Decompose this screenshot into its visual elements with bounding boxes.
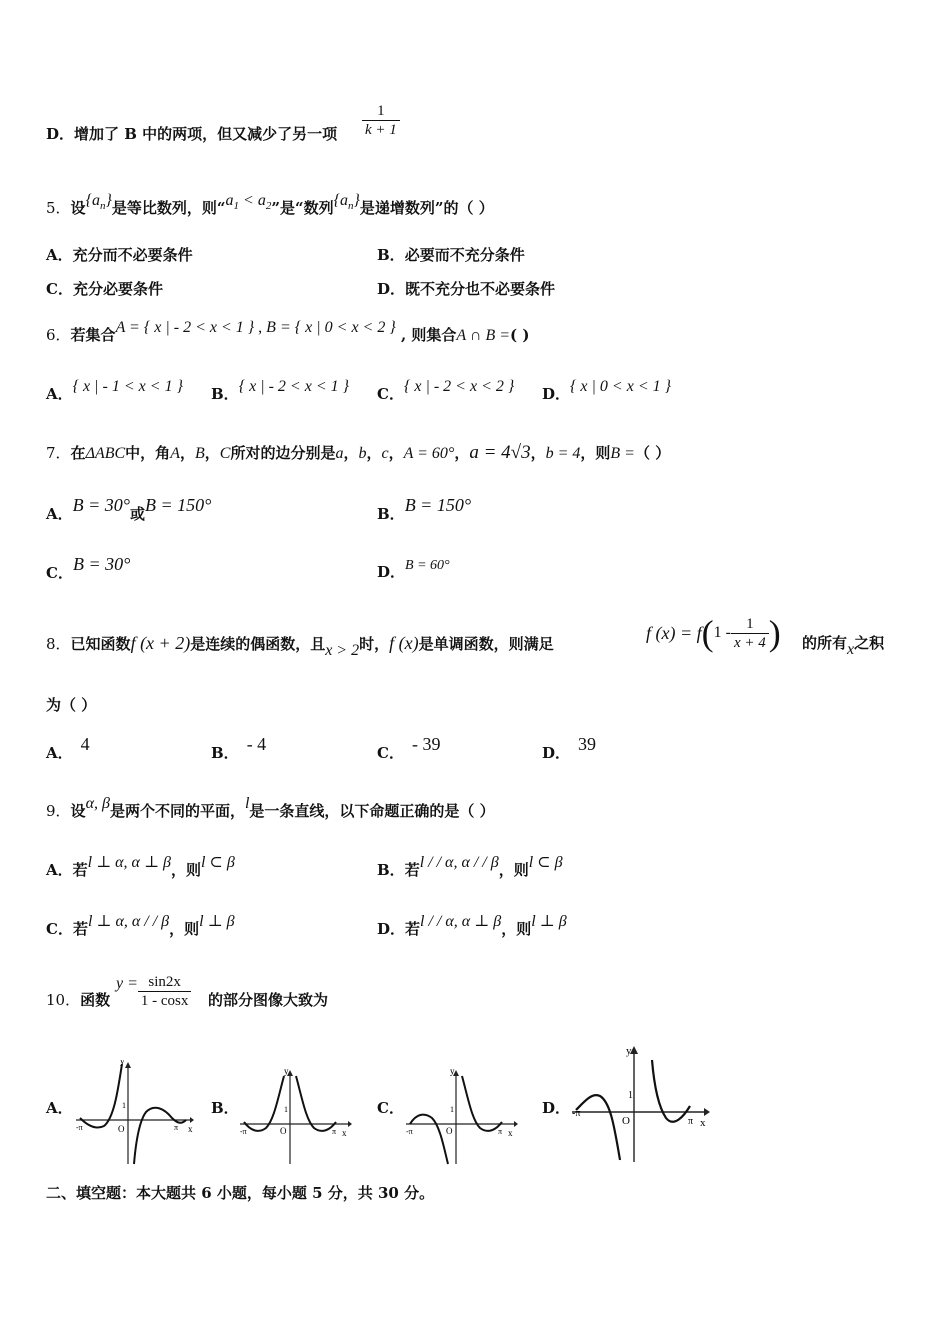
q4-fraction xyxy=(362,102,400,139)
set-a: A = { x | - 2 < x < 1 } xyxy=(115,319,255,336)
q7-stem xyxy=(46,443,670,464)
cond-mid: < a xyxy=(239,192,266,209)
sep: ， xyxy=(343,444,359,462)
q5-option-c xyxy=(46,279,163,299)
q7-option-d xyxy=(377,558,450,584)
option-math: { x | - 2 < x < 2 } xyxy=(403,378,515,395)
intersection-expr: A ∩ B = xyxy=(456,327,511,344)
sep: ， xyxy=(204,444,220,462)
option-label: D． xyxy=(542,744,571,762)
option-label: A． xyxy=(46,246,73,264)
q10-stem xyxy=(46,990,110,1010)
option-label: A． xyxy=(46,385,73,403)
seq-sub: n xyxy=(347,200,354,213)
origin-label: O xyxy=(280,1126,287,1136)
option-label: A． xyxy=(46,861,73,879)
option-then: ，则 xyxy=(498,861,529,879)
option-condition: l / / α, α / / β xyxy=(419,854,499,871)
q6-option-c xyxy=(377,378,515,405)
q5-option-a xyxy=(46,245,193,265)
option-label: D． xyxy=(377,563,406,581)
axis-y-label: y xyxy=(284,1068,289,1076)
stem-text: 是单调函数，则满足 xyxy=(418,635,554,653)
question-number: 7． xyxy=(46,444,71,462)
option-result: l ⊥ β xyxy=(199,913,235,930)
angle-a: A xyxy=(170,445,180,462)
stem-text: 若集合 xyxy=(70,326,116,344)
option-math: - 4 xyxy=(246,734,267,754)
option-label: C． xyxy=(46,920,73,938)
curve-right xyxy=(462,1076,502,1131)
option-or: 或 xyxy=(129,505,145,523)
q10-option-c-label: C． xyxy=(377,1099,404,1117)
side-a: a xyxy=(335,445,344,462)
stem-text: 所对的边分别是 xyxy=(230,444,336,462)
option-then: ，则 xyxy=(501,920,532,938)
set-b: B = { x | 0 < x < 2 } xyxy=(266,319,396,336)
tick-one-label: 1 xyxy=(450,1105,454,1114)
eq-left: f (x) = f xyxy=(646,623,702,643)
sep: ， xyxy=(454,444,470,462)
y-axis-arrow xyxy=(125,1062,131,1068)
stem-text: 已知函数 xyxy=(70,635,131,653)
fraction-numerator: 1 xyxy=(731,615,769,634)
sep: ， xyxy=(388,444,404,462)
stem-text: 是两个不同的平面， xyxy=(109,802,245,820)
option-math: B = 30° xyxy=(72,495,130,515)
tick-one-label: 1 xyxy=(628,1090,633,1101)
option-text: 既不充分也不必要条件 xyxy=(405,280,556,298)
q9-stem xyxy=(46,795,495,822)
q6-stem xyxy=(46,319,530,346)
fraction-denominator: x + 4 xyxy=(733,634,766,651)
question-number: 6． xyxy=(46,326,71,344)
q10-option-b-label: B． xyxy=(211,1099,239,1117)
stem-text: 是递增数列”的（ ） xyxy=(359,199,494,217)
stem-text: 中，角 xyxy=(125,444,171,462)
tick-pi-label: π xyxy=(688,1116,694,1127)
curve-left xyxy=(576,1095,620,1160)
curve-left xyxy=(80,1064,122,1128)
option-condition: l ⊥ α, α ⊥ β xyxy=(87,854,171,871)
option-math: B = 30° xyxy=(72,554,131,574)
cond-sub2: 2 xyxy=(265,200,272,213)
stem-text: 之积 xyxy=(854,634,885,652)
option-label: B． xyxy=(377,246,405,264)
q8-stem-tail xyxy=(802,633,885,658)
question-number: 8． xyxy=(46,635,71,653)
stem-text: ”是“数列 xyxy=(271,199,334,217)
stem-text: 是连续的偶函数，且 xyxy=(190,635,326,653)
q8-option-d xyxy=(542,734,597,763)
sep: ， xyxy=(366,444,382,462)
option-math: { x | - 2 < x < 1 } xyxy=(238,378,350,395)
option-label: B． xyxy=(377,861,405,879)
tick-one-label: 1 xyxy=(284,1105,288,1114)
option-result: l ⊥ β xyxy=(531,913,567,930)
stem-text: 设 xyxy=(70,802,86,820)
cond-a1-a2 xyxy=(225,192,272,213)
seq-close: } xyxy=(353,192,360,209)
q8-option-a xyxy=(46,734,90,763)
q7-option-b xyxy=(377,495,472,524)
seq-an-2 xyxy=(333,192,360,213)
option-label: C． xyxy=(46,280,73,298)
tick-neg-pi-label: -π xyxy=(240,1127,247,1136)
func-f-x: f (x) xyxy=(389,633,419,653)
axis-y-label: y xyxy=(450,1068,455,1076)
eq-side-b: b = 4 xyxy=(545,445,581,462)
tick-neg-pi-label: -π xyxy=(406,1127,413,1136)
curve-left xyxy=(244,1076,284,1131)
option-label: A． xyxy=(46,505,73,523)
option-math: 39 xyxy=(578,734,597,754)
side-b: b xyxy=(358,445,367,462)
q9-option-b xyxy=(377,854,563,881)
axis-x-label: x xyxy=(188,1124,193,1134)
q8-fraction xyxy=(731,615,769,652)
option-math: { x | - 1 < x < 1 } xyxy=(72,378,183,395)
option-label: A． xyxy=(46,744,73,762)
stem-text: 在 xyxy=(70,444,86,462)
func-y: y = xyxy=(116,975,138,992)
option-math: B = 60° xyxy=(405,558,450,573)
option-math: B = 150° xyxy=(404,495,472,515)
option-result: l ⊂ β xyxy=(528,854,563,871)
q4-option-d xyxy=(46,124,337,144)
option-text: 充分而不必要条件 xyxy=(72,246,193,264)
q10-function xyxy=(116,968,191,1012)
option-if: 若 xyxy=(405,920,421,938)
option-condition: l / / α, α ⊥ β xyxy=(420,913,502,930)
option-condition: l ⊥ α, α / / β xyxy=(87,913,170,930)
curve-right xyxy=(134,1108,186,1164)
q9-option-d xyxy=(377,913,567,940)
tick-pi-label: π xyxy=(332,1127,337,1136)
stem-text: 函数 xyxy=(80,991,111,1009)
option-label: C． xyxy=(377,744,404,762)
curve-left xyxy=(410,1115,448,1164)
axis-x-label: x xyxy=(700,1117,706,1129)
stem-text: 设 xyxy=(70,199,86,217)
option-math: { x | 0 < x < 1 } xyxy=(570,378,672,395)
question-number: 9． xyxy=(46,802,71,820)
option-math: B = 150° xyxy=(145,495,212,515)
axis-y-label: y xyxy=(120,1060,125,1066)
option-label: B． xyxy=(211,385,239,403)
x-axis-arrow xyxy=(348,1121,352,1127)
tick-pi-label: π xyxy=(174,1123,179,1132)
cond-a: a xyxy=(225,192,234,209)
tick-pi-label: π xyxy=(498,1127,503,1136)
cond-sub1: 1 xyxy=(233,200,240,213)
option-label: D． xyxy=(542,385,571,403)
x-axis-arrow xyxy=(704,1108,710,1116)
option-label: C． xyxy=(46,564,73,582)
q7-option-c xyxy=(46,554,131,583)
q10-graph-d xyxy=(570,1044,710,1164)
stem-text: 的所有 xyxy=(802,634,848,652)
option-label: B． xyxy=(211,744,239,762)
q6-option-d xyxy=(542,378,672,405)
fraction-denominator: 1 - cosx xyxy=(140,992,189,1009)
sep: ， xyxy=(530,444,546,462)
q8-equation xyxy=(646,612,781,653)
tick-neg-pi-label: -π xyxy=(76,1123,83,1132)
option-math: 4 xyxy=(80,734,90,754)
axis-y-label: y xyxy=(626,1045,632,1057)
option-if: 若 xyxy=(404,861,420,879)
fraction-numerator: 1 xyxy=(362,102,400,121)
origin-label: O xyxy=(446,1126,453,1136)
q10-option-d-label: D． xyxy=(542,1099,571,1117)
option-then: ，则 xyxy=(170,861,201,879)
seq-open: {a xyxy=(333,192,348,209)
section-2-title: 二、填空题：本大题共 6 小题，每小题 5 分，共 30 分。 xyxy=(46,1184,435,1202)
planes-alpha-beta: α, β xyxy=(85,795,110,812)
seq-an-1 xyxy=(85,192,112,213)
fraction-numerator: sin2x xyxy=(138,973,192,992)
comma: , xyxy=(254,319,267,336)
q5-option-b xyxy=(377,245,525,265)
option-label: D． xyxy=(377,280,406,298)
axis-x-label: x xyxy=(508,1128,513,1138)
question-number: 5． xyxy=(46,199,71,217)
x-axis-arrow xyxy=(190,1117,194,1123)
option-math: - 39 xyxy=(411,734,441,754)
line-l: l xyxy=(244,795,250,812)
q5-option-d xyxy=(377,279,555,299)
q10-graph-b xyxy=(238,1068,352,1166)
option-label: B． xyxy=(377,505,405,523)
stem-text: ，则 xyxy=(580,444,611,462)
q9-option-c xyxy=(46,913,235,940)
q8-stem xyxy=(46,633,554,659)
side-c: c xyxy=(381,445,389,462)
question-number: 10． xyxy=(46,991,81,1009)
left-paren: ( xyxy=(701,613,714,653)
q10-option-a-label: A． xyxy=(46,1099,73,1117)
option-text: 必要而不充分条件 xyxy=(404,246,525,264)
angle-c: C xyxy=(219,445,231,462)
eq-angle-a: A = 60° xyxy=(403,445,455,462)
fraction-denominator: k + 1 xyxy=(365,122,397,138)
eq-angle-b: B = xyxy=(610,445,635,462)
q6-option-a xyxy=(46,378,183,405)
right-paren: ) xyxy=(768,613,781,653)
cond-x-gt-2: x > 2 xyxy=(325,642,360,659)
option-if: 若 xyxy=(72,861,88,879)
option-result: l ⊂ β xyxy=(200,854,235,871)
axis-x-label: x xyxy=(342,1128,347,1138)
option-then: ，则 xyxy=(169,920,200,938)
q5-stem xyxy=(46,192,494,224)
eq-side-a: a = 4√3 xyxy=(469,442,531,463)
stem-text: , 则集合 xyxy=(395,326,457,344)
option-if: 若 xyxy=(72,920,88,938)
q10-graph-c xyxy=(404,1068,518,1166)
tick-neg-pi-label: -π xyxy=(572,1108,581,1119)
answer-paren: ( ) xyxy=(510,326,530,344)
option-label: C． xyxy=(377,385,404,403)
var-x: x xyxy=(847,641,855,658)
sep: ， xyxy=(179,444,195,462)
func-f-x-plus-2: f (x + 2) xyxy=(130,633,191,653)
q10-stem-tail: 的部分图像大致为 xyxy=(208,991,329,1009)
seq-close: } xyxy=(105,192,112,209)
seq-sub: n xyxy=(99,200,106,213)
stem-text: 是一条直线，以下命题正确的是（ ） xyxy=(249,802,495,820)
x-axis-arrow xyxy=(514,1121,518,1127)
stem-text: 时， xyxy=(359,635,390,653)
q10-fraction xyxy=(138,973,192,1010)
angle-b: B xyxy=(194,445,205,462)
q8-option-c xyxy=(377,734,441,763)
q7-option-a xyxy=(46,495,212,524)
q8-option-b xyxy=(211,734,267,763)
origin-label: O xyxy=(118,1124,125,1134)
curve-right xyxy=(296,1076,336,1131)
option-label: D． xyxy=(377,920,406,938)
q6-option-b xyxy=(211,378,350,405)
option-text: 充分必要条件 xyxy=(72,280,163,298)
origin-label: O xyxy=(622,1115,630,1127)
q8-stem-cont: 为（ ） xyxy=(46,696,97,714)
option-text: 增加了 B 中的两项，但又减少了另一项 xyxy=(74,125,338,143)
tick-one-label: 1 xyxy=(122,1101,126,1110)
seq-open: {a xyxy=(85,192,100,209)
answer-paren: （ ） xyxy=(634,444,671,462)
q10-graph-a xyxy=(74,1060,194,1166)
option-label: D． xyxy=(46,125,75,143)
stem-text: 是等比数列，则“ xyxy=(111,199,226,217)
eq-inner: 1 - xyxy=(713,624,731,641)
q9-option-a xyxy=(46,854,235,881)
triangle-abc: ΔABC xyxy=(85,445,126,462)
